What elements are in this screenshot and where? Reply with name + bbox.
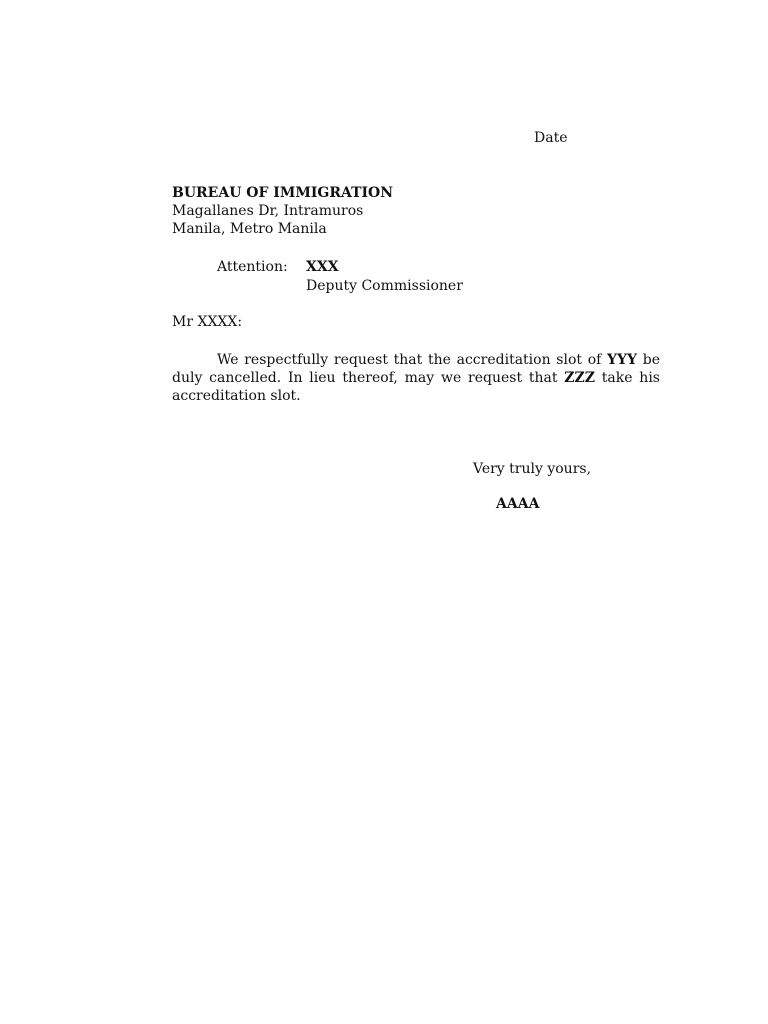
body-entity-1: YYY: [607, 352, 638, 368]
addressee-address-line-2: Manila, Metro Manila: [172, 221, 327, 237]
body-text-part-3: take his accreditation slot.: [172, 370, 660, 404]
signatory-name: AAAA: [496, 496, 540, 512]
addressee-organization: BUREAU OF IMMIGRATION: [172, 185, 394, 201]
addressee-block: [172, 184, 393, 238]
salutation: Mr XXXX:: [172, 314, 243, 330]
letter-body-paragraph: [172, 351, 660, 405]
attention-recipient: [306, 258, 463, 296]
complimentary-closing: Very truly yours,: [473, 461, 592, 477]
attention-name: XXX: [306, 259, 339, 275]
addressee-address-line-1: Magallanes Dr, Intramuros: [172, 203, 364, 219]
body-entity-2: ZZZ: [564, 370, 595, 386]
attention-label: Attention:: [217, 259, 288, 275]
body-text-part-1: We respectfully request that the accreditation slot of: [217, 352, 608, 368]
body-text-part-2: be duly cancelled. In lieu thereof, may we request that: [172, 352, 660, 386]
attention-title: Deputy Commissioner: [306, 278, 463, 294]
letter-date: Date: [534, 130, 568, 146]
